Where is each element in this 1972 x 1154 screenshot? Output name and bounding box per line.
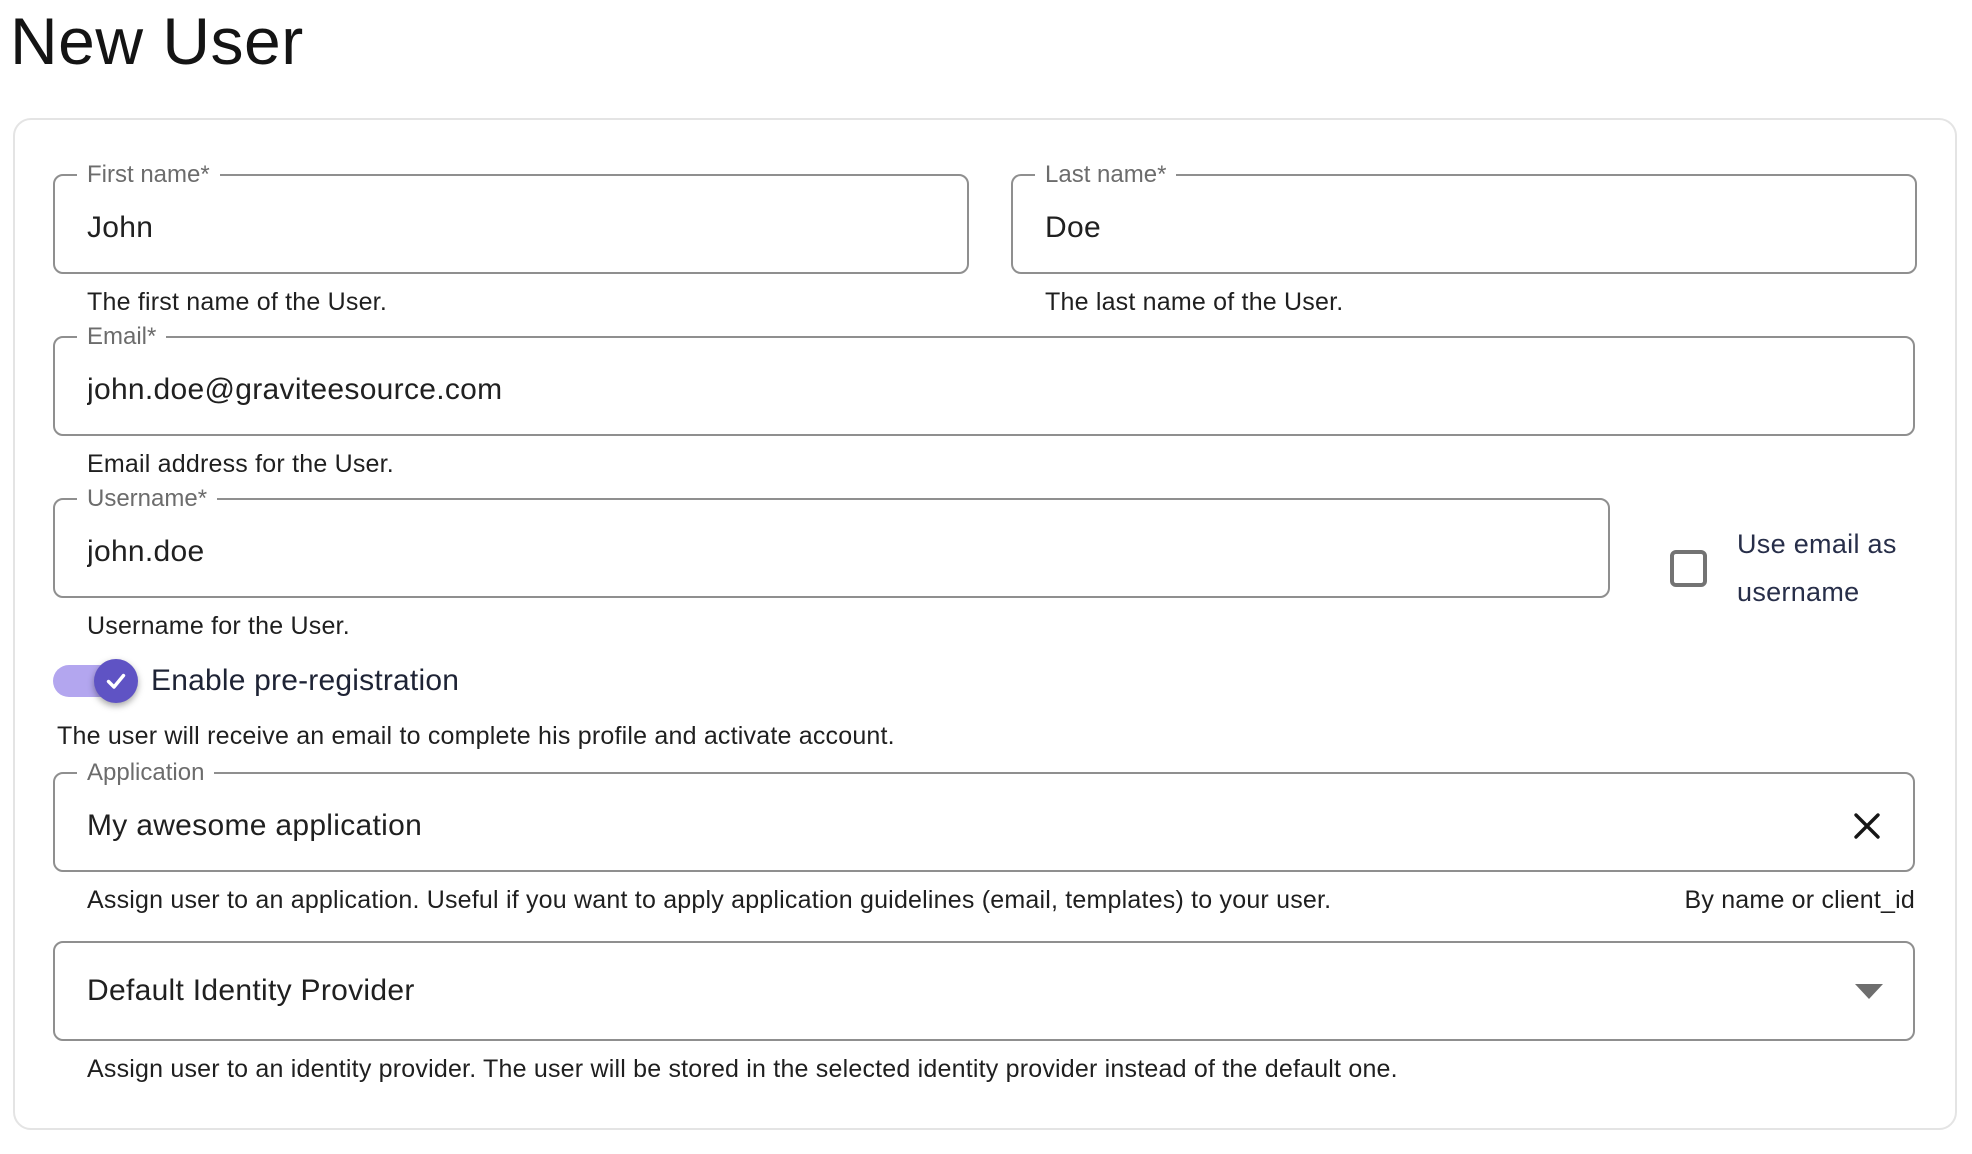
identity-provider-value: Default Identity Provider (87, 974, 415, 1007)
application-input[interactable] (87, 809, 1849, 843)
check-icon (104, 669, 128, 693)
email-hint: Email address for the User. (87, 450, 394, 478)
pre-registration-toggle[interactable] (53, 659, 135, 703)
clear-application-button[interactable] (1849, 808, 1885, 844)
username-row (53, 486, 1915, 640)
name-row (53, 162, 1915, 316)
email-input-wrap (55, 350, 1913, 434)
application-hint: Assign user to an application. Useful if you want to apply application guidelines (email, templates) to your user. (87, 886, 1332, 914)
last-name-label: Last name* (1045, 161, 1167, 188)
pre-registration-hint: The user will receive an email to complete his profile and activate account. (57, 722, 895, 750)
email-group (53, 324, 1915, 478)
identity-provider-select[interactable] (53, 941, 1915, 1041)
first-name-hint: The first name of the User. (87, 288, 387, 316)
email-input[interactable] (87, 373, 1885, 407)
pre-registration-label[interactable]: Enable pre-registration (151, 664, 460, 697)
toggle-thumb (94, 659, 138, 703)
application-hint-row (53, 886, 1915, 915)
caret-down-icon (1855, 984, 1883, 999)
use-email-as-username-group (1670, 520, 1947, 616)
username-input-wrap (55, 512, 1608, 596)
use-email-as-username-checkbox[interactable] (1670, 550, 1707, 587)
last-name-group (1011, 162, 1917, 316)
last-name-input[interactable] (1045, 211, 1887, 245)
close-icon (1849, 808, 1885, 844)
pre-registration-row (53, 658, 1915, 704)
first-name-input[interactable] (87, 211, 939, 245)
username-hint: Username for the User. (87, 612, 350, 640)
page-title: New User (10, 4, 304, 78)
last-name-input-wrap (1013, 188, 1915, 272)
email-label: Email* (87, 323, 157, 350)
application-group (53, 760, 1915, 915)
application-label: Application (87, 759, 205, 786)
new-user-form-card (13, 118, 1957, 1130)
email-field (53, 324, 1915, 436)
application-field (53, 760, 1915, 872)
application-input-wrap (55, 786, 1913, 870)
first-name-field (53, 162, 969, 274)
application-hint-right: By name or client_id (1684, 886, 1915, 914)
username-label: Username* (87, 485, 208, 512)
username-group (53, 486, 1610, 640)
last-name-field (1011, 162, 1917, 274)
last-name-hint: The last name of the User. (1045, 288, 1344, 316)
first-name-label: First name* (87, 161, 210, 188)
use-email-as-username-label[interactable]: Use email as username (1737, 529, 1897, 607)
username-field (53, 486, 1610, 598)
identity-provider-hint: Assign user to an identity provider. The user will be stored in the selected identity provider instead of the default one. (87, 1055, 1398, 1083)
username-input[interactable] (87, 535, 1580, 569)
first-name-group (53, 162, 969, 316)
first-name-input-wrap (55, 188, 967, 272)
